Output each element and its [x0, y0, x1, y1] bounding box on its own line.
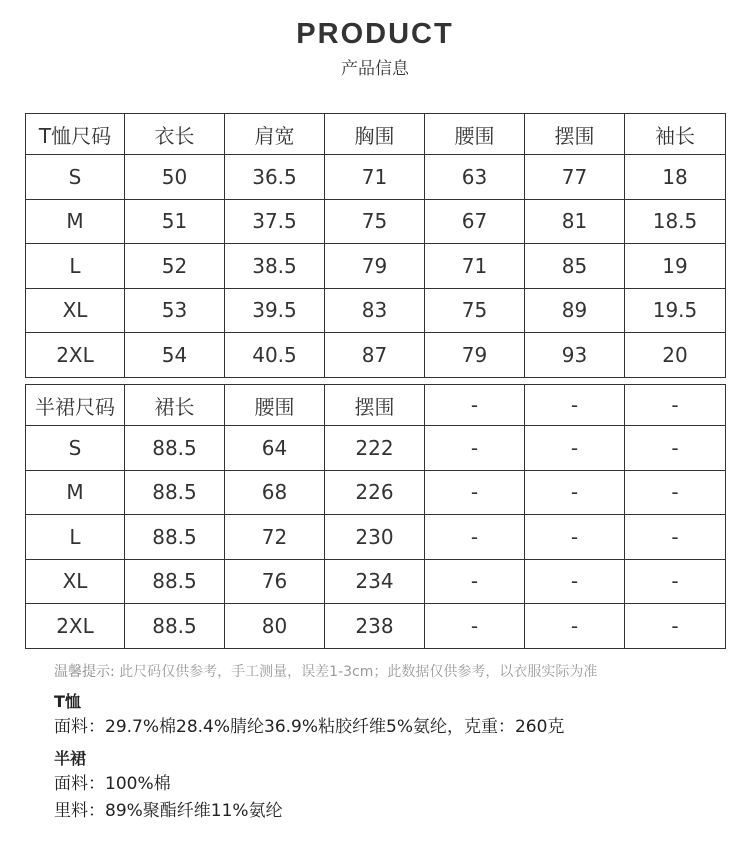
table-cell: 222 [325, 426, 425, 471]
table-cell: 88.5 [125, 604, 225, 649]
table-row [26, 559, 726, 604]
skirt-heading: 半裙 [54, 749, 87, 768]
table-cell: 89 [525, 288, 625, 333]
header-cell: 半裙尺码 [26, 385, 125, 426]
table-cell: 77 [525, 155, 625, 200]
skirt-lining: 里料：89%聚酯纤维11%氨纶 [54, 801, 283, 821]
table-cell: 81 [525, 199, 625, 244]
table-cell: 234 [325, 559, 425, 604]
table-row [26, 470, 726, 515]
table-cell: 85 [525, 244, 625, 289]
table-cell: 88.5 [125, 470, 225, 515]
header-cell: 腰围 [225, 385, 325, 426]
table-cell: 20 [625, 333, 726, 378]
table-cell: 51 [125, 199, 225, 244]
table-cell: 238 [325, 604, 425, 649]
table-cell: 80 [225, 604, 325, 649]
header-cell: 腰围 [425, 114, 525, 155]
product-notes [54, 660, 734, 825]
table-row [26, 515, 726, 560]
header-cell: 肩宽 [225, 114, 325, 155]
table-cell: 64 [225, 426, 325, 471]
table-cell: - [625, 559, 726, 604]
header-cell: 裙长 [125, 385, 225, 426]
table-cell: 67 [425, 199, 525, 244]
table-cell: 40.5 [225, 333, 325, 378]
table-row [26, 604, 726, 649]
table-cell: XL [26, 288, 125, 333]
tip-label: 温馨提示: [54, 664, 115, 680]
header-cell: - [425, 385, 525, 426]
table-cell: 230 [325, 515, 425, 560]
table-cell: 88.5 [125, 426, 225, 471]
table-cell: 72 [225, 515, 325, 560]
table-cell: 39.5 [225, 288, 325, 333]
table-cell: L [26, 244, 125, 289]
table-cell: 93 [525, 333, 625, 378]
table-row [26, 426, 726, 471]
header-cell: 摆围 [325, 385, 425, 426]
table-cell: - [525, 470, 625, 515]
table-cell: 75 [425, 288, 525, 333]
header-cell: T恤尺码 [26, 114, 125, 155]
table-cell: - [525, 515, 625, 560]
table-cell: S [26, 155, 125, 200]
tip-text: 此尺码仅供参考，手工测量，误差1-3cm；此数据仅供参考，以衣服实际为准 [119, 664, 598, 680]
table-cell: 75 [325, 199, 425, 244]
skirt-size-table [25, 384, 726, 649]
table-cell: 37.5 [225, 199, 325, 244]
table-cell: - [425, 559, 525, 604]
page-title: PRODUCT [296, 18, 454, 50]
table-cell: 19 [625, 244, 726, 289]
table-cell: 53 [125, 288, 225, 333]
header-cell: 衣长 [125, 114, 225, 155]
table-cell: 50 [125, 155, 225, 200]
table-cell: - [525, 604, 625, 649]
table-cell: - [525, 426, 625, 471]
header-cell: 摆围 [525, 114, 625, 155]
table-cell: - [525, 559, 625, 604]
table-cell: 54 [125, 333, 225, 378]
table-row [26, 288, 726, 333]
table-cell: - [425, 604, 525, 649]
table-cell: 226 [325, 470, 425, 515]
table-row [26, 199, 726, 244]
table-cell: - [425, 470, 525, 515]
header-cell: - [625, 385, 726, 426]
table-cell: - [625, 515, 726, 560]
table-cell: - [625, 470, 726, 515]
table-cell: 76 [225, 559, 325, 604]
header-cell: 袖长 [625, 114, 726, 155]
table-cell: XL [26, 559, 125, 604]
page-subtitle: 产品信息 [341, 59, 409, 79]
table-cell: 2XL [26, 604, 125, 649]
table-cell: 79 [425, 333, 525, 378]
table-cell: 18 [625, 155, 726, 200]
table-cell: 87 [325, 333, 425, 378]
table-cell: 71 [425, 244, 525, 289]
table-cell: - [425, 426, 525, 471]
table-cell: - [625, 426, 726, 471]
table-cell: 71 [325, 155, 425, 200]
tshirt-heading: T恤 [54, 692, 81, 711]
header-cell: 胸围 [325, 114, 425, 155]
table-cell: 19.5 [625, 288, 726, 333]
tshirt-fabric: 面料：29.7%棉28.4%腈纶36.9%粘胶纤维5%氨纶，克重：260克 [54, 717, 565, 737]
table-row [26, 333, 726, 378]
table-cell: 36.5 [225, 155, 325, 200]
table-header-row [26, 114, 726, 155]
table-cell: 88.5 [125, 559, 225, 604]
table-cell: 63 [425, 155, 525, 200]
table-header-row [26, 385, 726, 426]
table-cell: M [26, 199, 125, 244]
table-cell: 68 [225, 470, 325, 515]
table-cell: 83 [325, 288, 425, 333]
table-cell: L [26, 515, 125, 560]
size-tip [54, 660, 734, 684]
table-cell: 79 [325, 244, 425, 289]
table-cell: 88.5 [125, 515, 225, 560]
table-row [26, 244, 726, 289]
table-cell: - [425, 515, 525, 560]
table-cell: - [625, 604, 726, 649]
table-row [26, 155, 726, 200]
tshirt-size-table [25, 113, 726, 378]
header-cell: - [525, 385, 625, 426]
table-cell: M [26, 470, 125, 515]
table-cell: 18.5 [625, 199, 726, 244]
table-cell: S [26, 426, 125, 471]
table-cell: 38.5 [225, 244, 325, 289]
skirt-fabric: 面料：100%棉 [54, 774, 171, 794]
table-cell: 52 [125, 244, 225, 289]
table-cell: 2XL [26, 333, 125, 378]
